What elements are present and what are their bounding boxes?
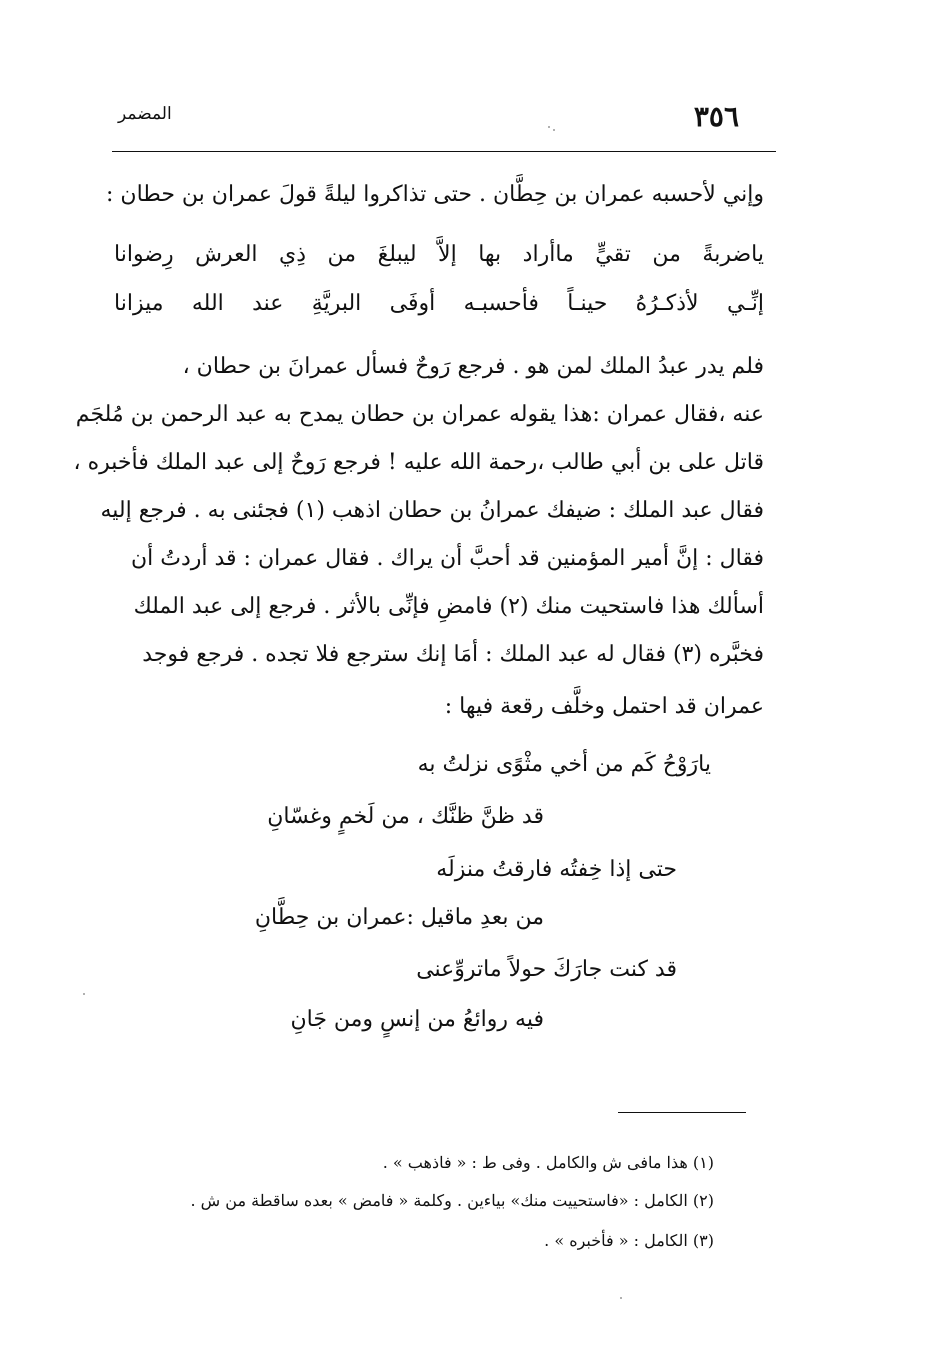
poem-verse-6: فيه روائعُ من إنسٍ ومن جَانِ [290,1007,544,1032]
footnote-3: (٣) الكامل : « فأخبره » . [544,1231,714,1250]
scan-speck [83,993,85,995]
header-divider [112,151,776,152]
page-number: ٣٥٦ [693,100,739,133]
running-title: المضمر [118,104,172,124]
body-line-7: أسألك هذا فاستحيت منك (٢) فامضِ فإنِّى بالأثر . فرجع إلى عبد الملك [133,594,764,619]
footnote-1: (١) هذا مافى ش والكامل . وفى ط : « فاذهب » . [382,1153,714,1172]
poem-verse-3: حتى إذا خِفتُه فارقتُ منزلَه [436,857,677,882]
poem-verse-4: من بعدِ ماقيل :عمران بن حِطَّانِ [254,905,544,930]
body-line-2: فلم يدر عبدُ الملك لمن هو . فرجع رَوحٌ فسأل عمرانَ بن حطان ، [182,354,764,379]
scan-speck [548,126,550,128]
body-line-8: فخبَّره (٣) فقال له عبد الملك : أمَا إنك سترجع فلا تجده . فرجع فوجد [142,642,764,667]
verse-inline-2: إنِّـي لأذكـرُهُ حينـاً فأحسبـه أوفَى البريَّةِ عند الله ميزانا [114,291,764,316]
scan-speck [553,129,555,131]
poem-verse-1: يارَوْحُ كَم من أخي مثْوًى نزلتُ به [417,752,711,777]
body-line-9: عمران قد احتمل وخلَّف رقعة فيها : [444,694,764,719]
body-line-5: فقال عبد الملك : ضيفك عمرانُ بن حطان اذهب (١) فجئنى به . فرجع إليه [100,498,764,523]
body-line-4: قاتل على بن أبي طالب ،رحمة الله عليه ! فرجع رَوحٌ إلى عبد الملك فأخبره ، [73,450,764,475]
footnote-divider [618,1112,746,1113]
footnote-2: (٢) الكامل : «فاستحييت منك» بياءين . وكلمة « فامض » بعده ساقطة من ش . [190,1191,714,1210]
body-line-6: فقال : إنَّ أمير المؤمنين قد أحبَّ أن يراك . فقال عمران : قد أردتُ أن [130,546,764,571]
verse-inline-1: ياضربةً من تقيٍّ ماأراد بها إلاَّ ليبلغَ من ذِي العرش رِضوانا [114,242,764,267]
body-line-1: وإني لأحسبه عمران بن حِطَّان . حتى تذاكروا ليلةً قولَ عمران بن حطان : [106,182,764,207]
scan-speck [620,1297,622,1299]
poem-verse-2: قد ظنَّ ظنَّك ، من لَخمٍ وغسّانِ [267,804,544,829]
body-line-3: عنه ،فقال عمران :هذا يقوله عمران بن حطان يمدح به عبد الرحمن بن مُلجَم [75,402,764,427]
poem-verse-5: قد كنت جارَكَ حولاً ماتروِّعنى [416,957,677,982]
